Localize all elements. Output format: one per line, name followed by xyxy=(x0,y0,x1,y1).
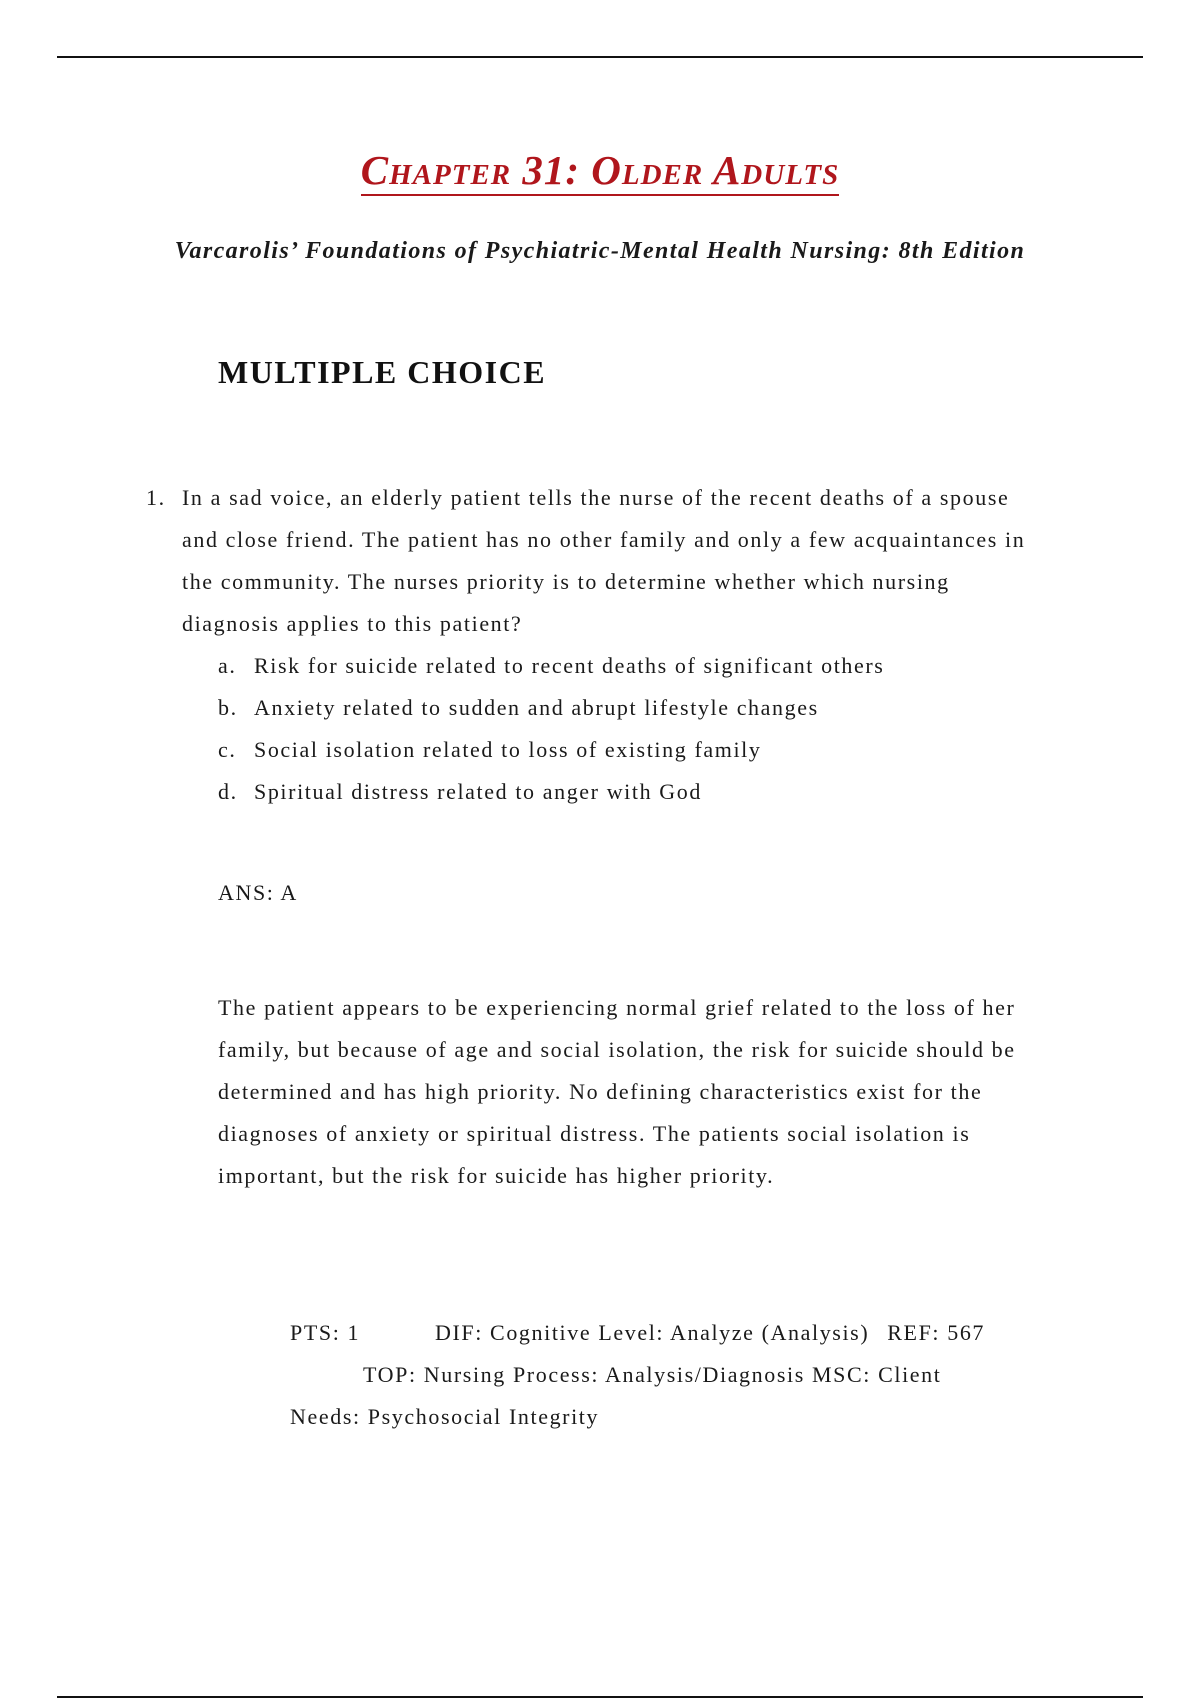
option-c xyxy=(218,729,1058,771)
question-number: 1. xyxy=(146,485,166,510)
metadata-line-2 xyxy=(290,1354,1090,1396)
chapter-title-text: Chapter 31: Older Adults xyxy=(361,147,839,196)
section-heading: MULTIPLE CHOICE xyxy=(218,354,547,390)
msc-needs: Needs: Psychosocial Integrity xyxy=(290,1404,600,1429)
option-text: Spiritual distress related to anger with God xyxy=(254,779,702,804)
answer-options xyxy=(218,645,1058,813)
metadata-line-1 xyxy=(290,1312,1090,1354)
option-letter: d. xyxy=(218,779,238,804)
option-letter: b. xyxy=(218,695,238,720)
metadata-line-3 xyxy=(290,1396,1090,1438)
chapter-title xyxy=(0,146,1200,194)
question-metadata xyxy=(290,1312,1090,1438)
rationale: The patient appears to be experiencing normal grief related to the loss of her family, but because of age and social isolation, the risk for suicide should be determined and has high priority. No defining characteristics exist for the diagnoses of anxiety or spiritual distress. The patients social isolation is important, but the risk for suicide has higher priority. xyxy=(218,995,1016,1188)
difficulty: DIF: Cognitive Level: Analyze (Analysis) xyxy=(435,1320,870,1345)
option-b xyxy=(218,687,1058,729)
book-subtitle: Varcarolis’ Foundations of Psychiatric-Mental Health Nursing: 8th Edition xyxy=(174,238,1026,264)
reference: REF: 567 xyxy=(887,1320,986,1345)
msc-label: MSC: Client xyxy=(812,1362,942,1387)
top-rule xyxy=(57,56,1143,58)
bottom-rule xyxy=(57,1696,1143,1698)
option-text: Anxiety related to sudden and abrupt lifestyle changes xyxy=(254,695,819,720)
question-stem: In a sad voice, an elderly patient tells the nurse of the recent deaths of a spouse and close friend. The patient has no other family and only a few acquaintances in the community. The nurses priority is to determine whether which nursing diagnosis applies to this patient? xyxy=(182,485,1026,636)
option-text: Risk for suicide related to recent deaths of significant others xyxy=(254,653,885,678)
option-letter: a. xyxy=(218,653,237,678)
option-a xyxy=(218,645,1058,687)
topic: TOP: Nursing Process: Analysis/Diagnosis xyxy=(363,1362,805,1387)
points: PTS: 1 xyxy=(290,1320,361,1345)
option-letter: c. xyxy=(218,737,237,762)
answer-key: ANS: A xyxy=(218,880,298,905)
question-1 xyxy=(146,477,1046,645)
option-text: Social isolation related to loss of existing family xyxy=(254,737,762,762)
option-d xyxy=(218,771,1058,813)
